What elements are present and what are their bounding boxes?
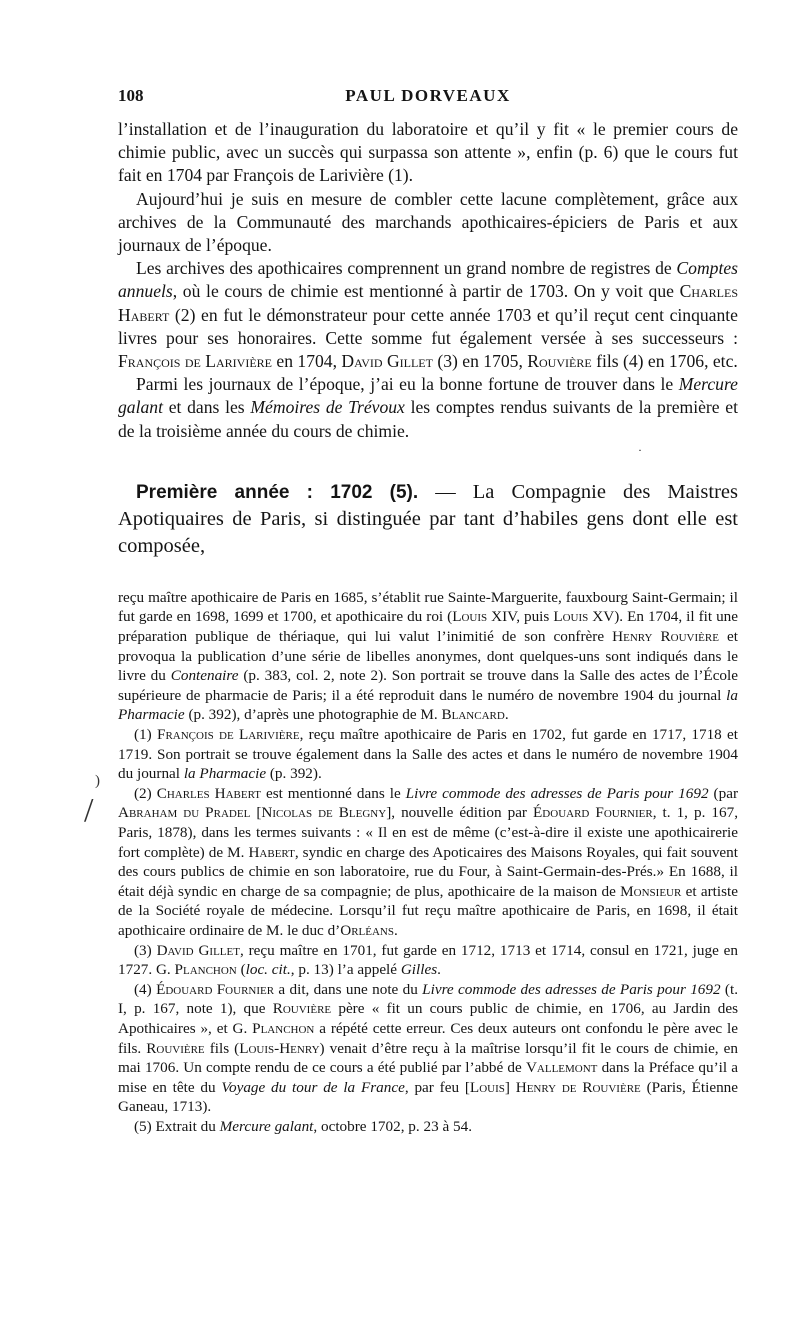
paragraph-4: Parmi les journaux de l’époque, j’ai eu la bonne fortune de trouver dans le Mercure galant et dans les Mémoires de Trévoux les comptes rendus suivants de la première et de la troisième année du cours de chimie.	[118, 374, 739, 441]
footnote-separator	[118, 560, 738, 588]
running-head: PAUL DORVEAUX	[345, 86, 511, 105]
section-premiere-annee	[118, 479, 738, 560]
margin-pencil-stroke: /	[84, 792, 94, 829]
footnote-3: (3) David Gillet, reçu maître en 1701, fut garde en 1712, 1713 et 1714, consul en 1721, juge en 1727. G. Planchon (loc. cit., p. 13) l’a appelé Gilles.	[118, 941, 738, 979]
footnote-1: (1) François de Larivière, reçu maître apothicaire de Paris en 1702, fut garde en 1717, 1718 et 1719. Son portrait se trouve également dans la Salle des actes et dans le numéro de novembre 1904 du journal la Pharmacie (p. 392).	[118, 726, 739, 783]
book-page	[118, 86, 738, 1136]
page-header	[118, 86, 738, 108]
stray-mark: ·	[638, 442, 642, 457]
footnote-4: (4) Édouard Fournier a dit, dans une note du Livre commode des adresses de Paris pour 1692 (t. I, p. 167, note 1), que Rouvière père « fit un cours public de chimie, en 1706, au Jardin des Apothicaires », et G. Planchon a répété cette erreur. Ces deux auteurs ont confondu le père avec le fils. Rouvière fils (Louis-Henry) venait d’être reçu à la maîtrise lorsqu’il fit le cours de chimie, en mai 1706. Un compte rendu de ce cours a été publié par l’abbé de Vallemont dans la Préface qu’il a mise en tête du Voyage du tour de la France, par feu [Louis] Henry de Rouvière (Paris, Étienne Ganeau, 1713).	[118, 980, 738, 1116]
footnote-5: (5) Extrait du Mercure galant, octobre 1702, p. 23 à 54.	[134, 1117, 472, 1135]
margin-pencil-mark: )	[95, 773, 100, 789]
paragraph-2: Aujourd’hui je suis en mesure de combler cette lacune complètement, grâce aux archives de la Communauté des marchands apothicaires-épiciers de Paris et aux journaux de l’époque.	[118, 188, 738, 256]
paragraph-1: l’installation et de l’inauguration du laboratoire et qu’il y fit « le premier cours de chimie public, avec un succès qui surpassa son attente », enfin (p. 6) que le cours fut fait en 1704 par François de Larivière (1).	[118, 119, 738, 186]
footnotes	[118, 588, 738, 1137]
footnote-continued: reçu maître apothicaire de Paris en 1685, s’établit rue Sainte-Marguerite, fauxbourg Saint-Germain; il fut garde en 1698, 1699 et 1700, et apothicaire du roi (Louis XIV, puis Louis XV). En 1704, il fit une préparation publique de thériaque, qui lui valut l’inimitié de son confrère Henry Rouvière et provoqua la publication d’une série de libelles anonymes, dont quelques-uns sont indiqués dans le livre du Contenaire (p. 383, col. 2, note 2). Son portrait se trouve dans la Salle des actes de l’École supérieure de pharmacie de Paris; il a été reproduit dans le numéro de novembre 1904 du journal la Pharmacie (p. 392), d’après une photographie de M. Blancard.	[118, 588, 739, 724]
page-number: 108	[118, 86, 144, 105]
section-heading: Première année : 1702 (5).	[136, 481, 419, 503]
section-paragraph: Première année : 1702 (5). — La Compagnie des Maistres Apotiquaires de Paris, si distinguée par tant d’habiles gens dont elle est composée,	[118, 480, 738, 557]
main-text	[118, 118, 738, 443]
footnote-2: (2) Charles Habert est mentionné dans le Livre commode des adresses de Paris pour 1692 (par Abraham du Pradel [Nicolas de Blegny], nouvelle édition par Édouard Fournier, t. 1, p. 167, Paris, 1878), dans les termes suivants : « Il en est de même (c’est-à-dire il existe une apothicairerie fort complète) de M. Habert, syndic en charge des Apoticaires des Maisons Royales, qui fait souvent des cours publics de chimie en son laboratoire, rue du Four, à Saint-Germain-des-Prés.» En 1688, il était déjà syndic en charge de sa compagnie; de plus, apothicaire de la maison de Monsieur et artiste de la Société royale de médecine. Lorsqu’il fut reçu maître apothicaire de Paris, en 1698, il était apothicaire ordinaire de M. le duc d’Orléans.	[118, 784, 738, 939]
paragraph-3: Les archives des apothicaires comprennent un grand nombre de registres de Comptes annuels, où le cours de chimie est mentionné à partir de 1703. On y voit que Charles Habert (2) en fut le démonstrateur pour cette année 1703 et qu’il reçut cent cinquante livres pour ses honoraires. Cette somme fut également versée à ses successeurs : François de Larivière en 1704, David Gillet (3) en 1705, Rouvière fils (4) en 1706, etc.	[118, 258, 738, 372]
